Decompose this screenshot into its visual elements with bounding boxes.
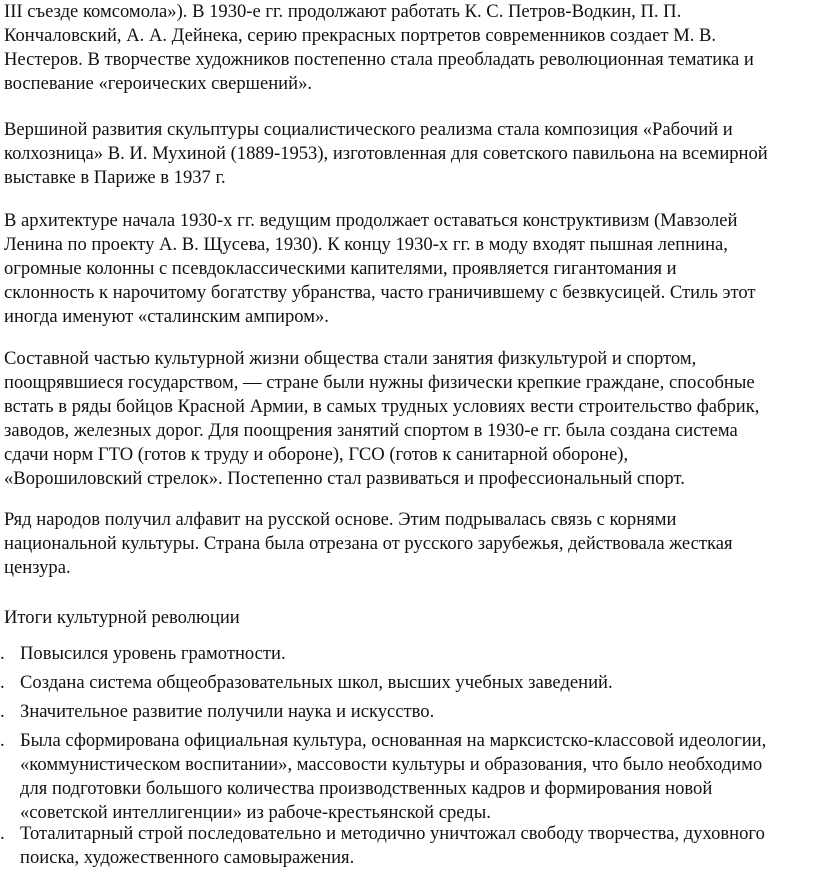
paragraph-line: поощрявшиеся государством, — стране были нужны физически крепкие граждане, способные <box>4 372 755 393</box>
paragraph-line: Составной частью культурной жизни общества стали занятия физкультурой и спортом, <box>4 348 697 369</box>
paragraph-line: Кончаловский, А. А. Дейнека, серию прекрасных портретов современников создает М. В. <box>4 25 717 46</box>
paragraph-line: цензура. <box>4 557 71 578</box>
list-marker: . <box>0 672 5 693</box>
list-item-line: Повысился уровень грамотности. <box>20 643 286 664</box>
paragraph-line: «Ворошиловский стрелок». Постепенно стал развиваться и профессиональный спорт. <box>4 468 685 489</box>
heading-text: Итоги культурной революции <box>4 607 240 628</box>
list-item-line: Была сформирована официальная культура, основанная на марксистско-классовой идеологии, <box>20 730 767 751</box>
list-marker: . <box>0 701 5 722</box>
paragraph-line: огромные колонны с псевдоклассическими капителями, проявляется гигантомания и <box>4 258 677 279</box>
paragraph-line: сдачи норм ГТО (готов к труду и обороне), ГСО (готов к санитарной обороне), <box>4 444 629 465</box>
paragraph-sport <box>4 347 814 491</box>
paragraph-line: иногда именуют «сталинским ампиром». <box>4 306 329 327</box>
paragraph-painting <box>4 0 814 96</box>
paragraph-line: выставке в Париже в 1937 г. <box>4 167 226 188</box>
list-marker: . <box>0 823 5 844</box>
paragraph-line: III съезде комсомола»). В 1930-е гг. продолжают работать К. С. Петров-Водкин, П. П. <box>4 1 682 22</box>
paragraph-line: Ряд народов получил алфавит на русской основе. Этим подрывалась связь с корнями <box>4 509 677 530</box>
list-item-line: Тоталитарный строй последовательно и методично уничтожал свободу творчества, духовного <box>20 823 765 844</box>
list-marker: . <box>0 730 5 751</box>
paragraph-architecture <box>4 209 814 329</box>
paragraph-line: воспевание «героических свершений». <box>4 73 313 94</box>
paragraph-line: заводов, железных дорог. Для поощрения занятий спортом в 1930-е гг. была создана система <box>4 420 738 441</box>
paragraph-line: встать в ряды бойцов Красной Армии, в самых трудных условиях вести строительство фабрик, <box>4 396 760 417</box>
paragraph-line: Ленина по проекту А. В. Щусева, 1930). К концу 1930-х гг. в моду входят пышная лепнина, <box>4 234 728 255</box>
list-item-line: Создана система общеобразовательных школ, высших учебных заведений. <box>20 672 613 693</box>
paragraph-line: колхозница» В. И. Мухиной (1889-1953), изготовленная для советского павильона на всемирной <box>4 143 768 164</box>
paragraph-line: национальной культуры. Страна была отрезана от русского зарубежья, действовала жесткая <box>4 533 733 554</box>
paragraph-line: В архитектуре начала 1930-х гг. ведущим продолжает оставаться конструктивизм (Мавзолей <box>4 210 738 231</box>
list-item-line: «советской интеллигенции» из рабоче-крестьянской среды. <box>20 802 491 823</box>
paragraph-line: Вершиной развития скульптуры социалистического реализма стала композиция «Рабочий и <box>4 119 733 140</box>
paragraph-line: Нестеров. В творчестве художников постепенно стала преобладать революционная тематика и <box>4 49 754 70</box>
list-marker: . <box>0 643 5 664</box>
paragraph-line: склонность к нарочитому богатству убранства, часто граничившему с безвкусицей. Стиль этот <box>4 282 756 303</box>
paragraph-alphabet <box>4 508 814 580</box>
list-item-line: Значительное развитие получили наука и искусство. <box>20 701 435 722</box>
list-item-line: «коммунистическом воспитании», массовости культуры и образования, что было необходимо <box>20 754 763 775</box>
paragraph-sculpture <box>4 118 814 190</box>
section-heading <box>4 606 814 630</box>
list-item-line: поиска, художественного самовыражения. <box>20 847 355 868</box>
list-item-line: для подготовки большого количества производственных кадров и формирования новой <box>20 778 713 799</box>
